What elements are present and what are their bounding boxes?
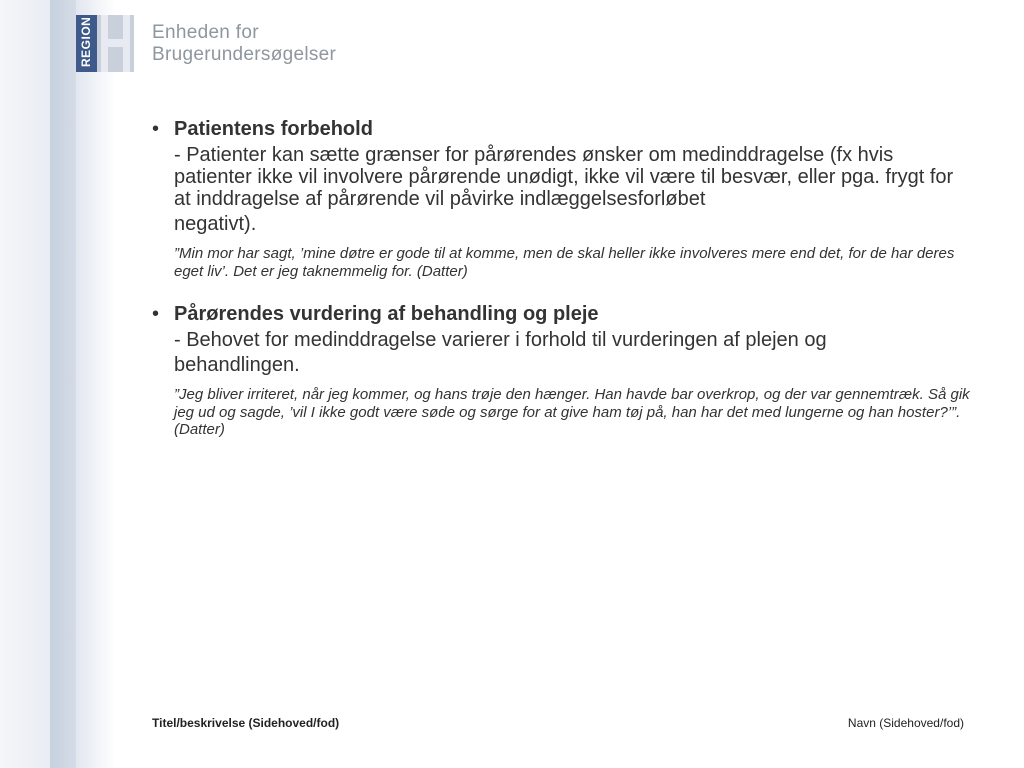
header-title xyxy=(152,22,336,66)
logo-h-letter-icon xyxy=(97,15,134,72)
bullet-body-end: behandlingen. xyxy=(174,354,300,376)
bullet-body xyxy=(174,329,972,376)
bullet-quote: ”Min mor har sagt, ’mine døtre er gode til at komme, men de skal heller ikke involveres mere end det, for de har deres eget liv’. Det er jeg taknemmelig for. (Datter) xyxy=(174,245,955,280)
bullet-item xyxy=(152,117,972,280)
logo-region-text: REGION xyxy=(79,16,93,67)
header-title-line2: Brugerundersøgelser xyxy=(152,44,337,65)
bullet-item xyxy=(152,302,972,439)
bullet-body-text: - Patienter kan sætte grænser for pårørendes ønsker om medinddragelse (fx hvis patienter ikke vil involvere pårørende unødigt, ikke vil være til besvær, eller pga. frygt for at inddragelse af pårørende vil påvirke indlæggelsesforløbet xyxy=(174,144,954,210)
side-band-inner xyxy=(50,0,76,768)
bullet-body-text: - Behovet for medinddragelse varierer i forhold til vurderingen af plejen og xyxy=(174,329,827,351)
footer-name: Navn (Sidehoved/fod) xyxy=(847,716,964,730)
slide-content xyxy=(152,117,972,439)
bullet-dot-icon: • xyxy=(152,303,160,325)
footer-title: Titel/beskrivelse (Sidehoved/fod) xyxy=(152,716,340,730)
bullet-dot-icon: • xyxy=(152,118,160,140)
region-h-logo xyxy=(76,15,134,72)
bullet-quote: ”Jeg bliver irriteret, når jeg kommer, og hans trøje den hænger. Han havde bar overkrop, og der var gennemtræk. Så gik jeg ud og sagde, ’vil I ikke godt være søde og sørge for at give ham tøj på, han har det med lungerne og han hoster?’”. (Datter) xyxy=(174,386,970,438)
side-band-fade xyxy=(76,0,116,768)
logo-blue-bar xyxy=(76,15,97,72)
side-band-outer xyxy=(0,0,50,768)
bullet-title: Patientens forbehold xyxy=(174,118,373,140)
bullet-body xyxy=(174,144,972,235)
header-title-line1: Enheden for xyxy=(152,22,259,43)
bullet-title: Pårørendes vurdering af behandling og pleje xyxy=(174,303,599,325)
bullet-body-end: negativt). xyxy=(174,213,257,235)
